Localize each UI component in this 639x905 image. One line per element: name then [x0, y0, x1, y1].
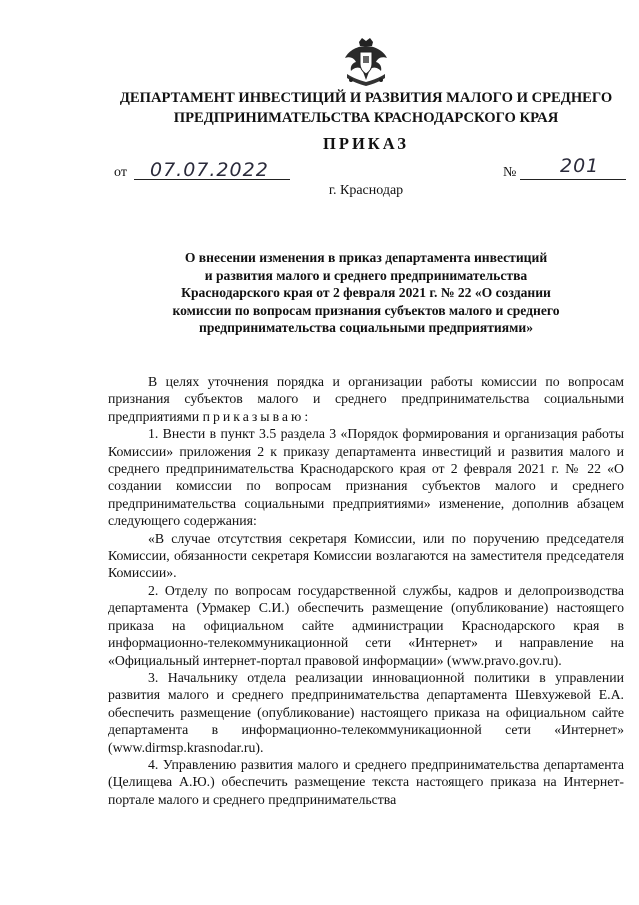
number-label: № [503, 165, 517, 180]
department-line-1: ДЕПАРТАМЕНТ ИНВЕСТИЦИЙ И РАЗВИТИЯ МАЛОГО И СРЕДНЕГО [119, 90, 613, 106]
department-name [100, 88, 632, 128]
order-subject [110, 249, 622, 337]
document-type: ПРИКАЗ [323, 134, 409, 153]
subject-line: комиссии по вопросам признания субъектов малого и среднего [172, 302, 560, 318]
paragraph-4: 4. Управлению развития малого и среднего предпринимательства департамента (Целищева А.Ю.) обеспечить размещение текста настоящего приказа на Интернет-портале малого и среднего предпринимательства [108, 756, 624, 807]
paragraph-1-quote: «В случае отсутствия секретаря Комиссии, или по поручению председателя Комиссии, обязанности секретаря Комиссии возлагаются на заместителя председателя Комиссии». [108, 530, 624, 581]
coat-of-arms-krasnodar-icon [341, 36, 391, 88]
department-line-2: ПРЕДПРИНИМАТЕЛЬСТВА КРАСНОДАРСКОГО КРАЯ [173, 110, 559, 126]
paragraph-1: 1. Внести в пункт 3.5 раздела 3 «Порядок формирования и организация работы Комиссии» приложения 2 к приказу департамента инвестиций и развития малого и среднего предпринимательства Краснодарского края от 2 февраля 2021 г. № 22 «О создании комиссии по вопросам признания субъектов малого и среднего предпринимательства социальными предприятиями» изменение, дополнив абзацем следующего содержания: [108, 426, 624, 529]
number-underline [520, 179, 626, 180]
date-label: от [114, 165, 127, 180]
date-number-row [114, 155, 624, 183]
paragraph-2: 2. Отделу по вопросам государственной службы, кадров и делопроизводства департамента (Урмакер С.И.) обеспечить размещение (опубликование) настоящего приказа на официальном сайте администрации Краснодарского края в информационно-телекоммуникационной сети «Интернет» и направление на «Официальный интернет-портал правовой информации» (www.pravo.gov.ru). [108, 582, 624, 668]
number-value: 201 [560, 155, 600, 177]
paragraph-3: 3. Начальнику отдела реализации инновационной политики в управлении развития малого и среднего предпринимательства департамента Шевхужевой Е.А. обеспечить размещение (опубликование) настоящего приказа на официальном сайте департамента в информационно-телекоммуникационной сети «Интернет» (www.dirmsp.krasnodar.ru). [108, 669, 624, 755]
subject-line: и развития малого и среднего предпринимательства [204, 267, 528, 283]
subject-line: предпринимательства социальными предприятиями» [198, 320, 534, 335]
intro-paragraph [108, 373, 624, 425]
intro-text: В целях уточнения порядка и организации работы комиссии по вопросам признания субъектов малого и среднего предпринимательства социальными предприятиями [108, 374, 624, 424]
city: г. Краснодар [328, 183, 404, 198]
order-verb: приказываю: [202, 408, 312, 424]
date-value: 07.07.2022 [150, 159, 269, 181]
subject-line: О внесении изменения в приказ департамента инвестиций [184, 250, 548, 265]
order-body [108, 373, 624, 808]
subject-line: Краснодарского края от 2 февраля 2021 г. № 22 «О создании [181, 285, 551, 300]
